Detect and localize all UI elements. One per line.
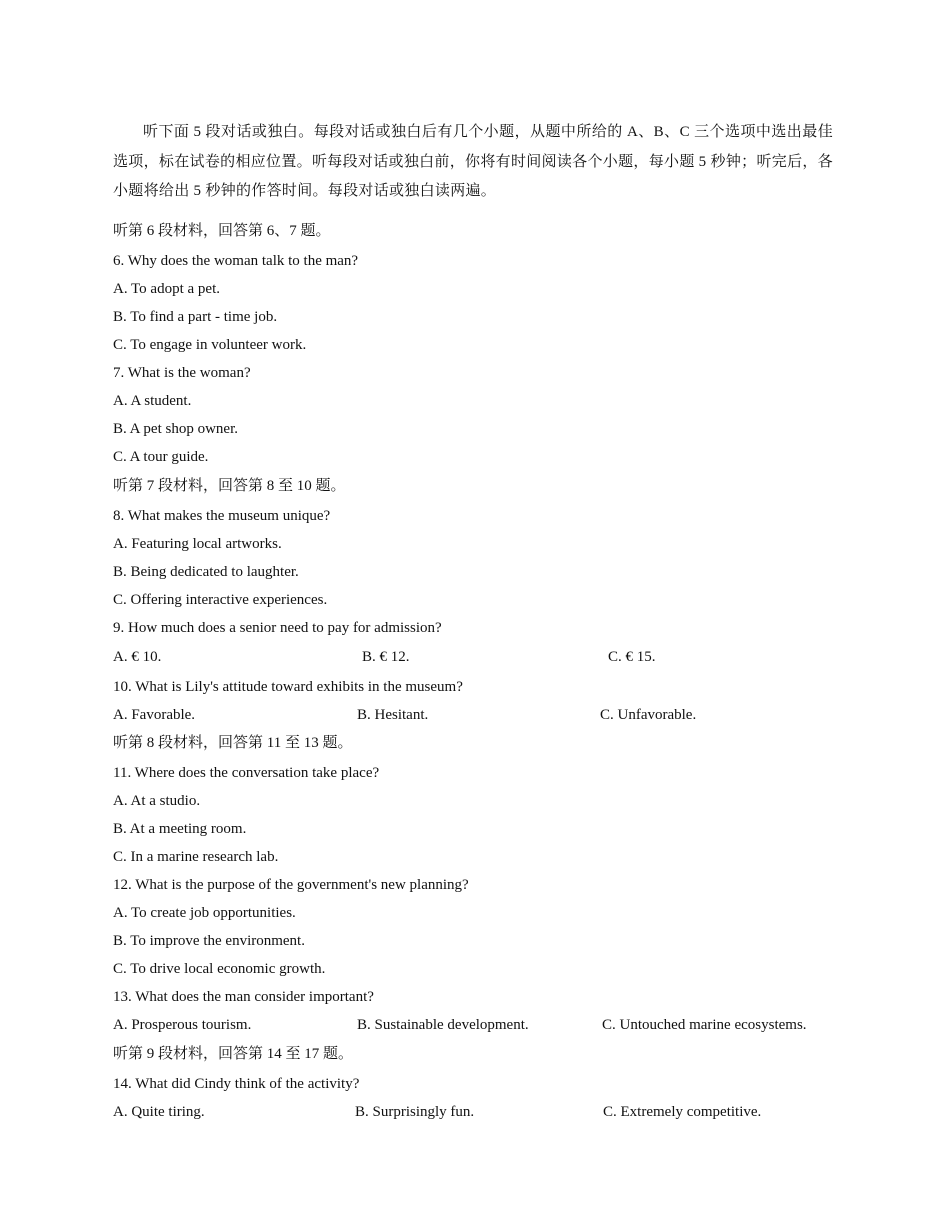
question-8: 8. What makes the museum unique? (113, 508, 331, 524)
option-10a: A. Favorable. (113, 707, 196, 723)
option-9b: B. € 12. (362, 649, 410, 665)
option-7a: A. A student. (113, 393, 192, 409)
option-9a: A. € 10. (113, 649, 162, 665)
question-13: 13. What does the man consider important? (113, 989, 374, 1005)
section-heading-7: 听第 7 段材料，回答第 8 至 10 题。 (113, 478, 346, 494)
option-10c: C. Unfavorable. (600, 707, 697, 723)
option-11c: C. In a marine research lab. (113, 849, 279, 865)
option-13b: B. Sustainable development. (357, 1017, 529, 1033)
option-14a: A. Quite tiring. (113, 1104, 205, 1120)
option-6c: C. To engage in volunteer work. (113, 337, 307, 353)
option-8a: A. Featuring local artworks. (113, 536, 282, 552)
option-12b: B. To improve the environment. (113, 933, 305, 949)
section-heading-6: 听第 6 段材料，回答第 6、7 题。 (113, 223, 331, 239)
question-11: 11. Where does the conversation take place? (113, 765, 380, 781)
option-12a: A. To create job opportunities. (113, 905, 296, 921)
option-8c: C. Offering interactive experiences. (113, 592, 328, 608)
question-9: 9. How much does a senior need to pay for admission? (113, 620, 442, 636)
option-14c: C. Extremely competitive. (603, 1104, 762, 1120)
question-7: 7. What is the woman? (113, 365, 251, 381)
question-10: 10. What is Lily's attitude toward exhibits in the museum? (113, 679, 463, 695)
option-9c: C. € 15. (608, 649, 656, 665)
question-14: 14. What did Cindy think of the activity? (113, 1076, 360, 1092)
option-11a: A. At a studio. (113, 793, 201, 809)
option-11b: B. At a meeting room. (113, 821, 247, 837)
option-12c: C. To drive local economic growth. (113, 961, 326, 977)
question-12: 12. What is the purpose of the government's new planning? (113, 877, 469, 893)
option-13a: A. Prosperous tourism. (113, 1017, 252, 1033)
question-6: 6. Why does the woman talk to the man? (113, 253, 359, 269)
section-heading-9: 听第 9 段材料，回答第 14 至 17 题。 (113, 1046, 354, 1062)
option-6a: A. To adopt a pet. (113, 281, 220, 297)
option-7b: B. A pet shop owner. (113, 421, 239, 437)
option-14b: B. Surprisingly fun. (355, 1104, 475, 1120)
option-6b: B. To find a part - time job. (113, 309, 278, 325)
section-heading-8: 听第 8 段材料，回答第 11 至 13 题。 (113, 735, 353, 751)
option-8b: B. Being dedicated to laughter. (113, 564, 299, 580)
instructions-paragraph: 听下面 5 段对话或独白。每段对话或独白后有几个小题，从题中所给的 A、B、C 三个选项中选出最佳选项，标在试卷的相应位置。听每段对话或独白前，你将有时间阅读各个小题，每小题 5 秒钟；听完后，各小题将给出 5 秒钟的作答时间。每段对话或独白读两遍。 (113, 124, 833, 199)
option-13c: C. Untouched marine ecosystems. (602, 1017, 807, 1033)
option-10b: B. Hesitant. (357, 707, 429, 723)
option-7c: C. A tour guide. (113, 449, 209, 465)
